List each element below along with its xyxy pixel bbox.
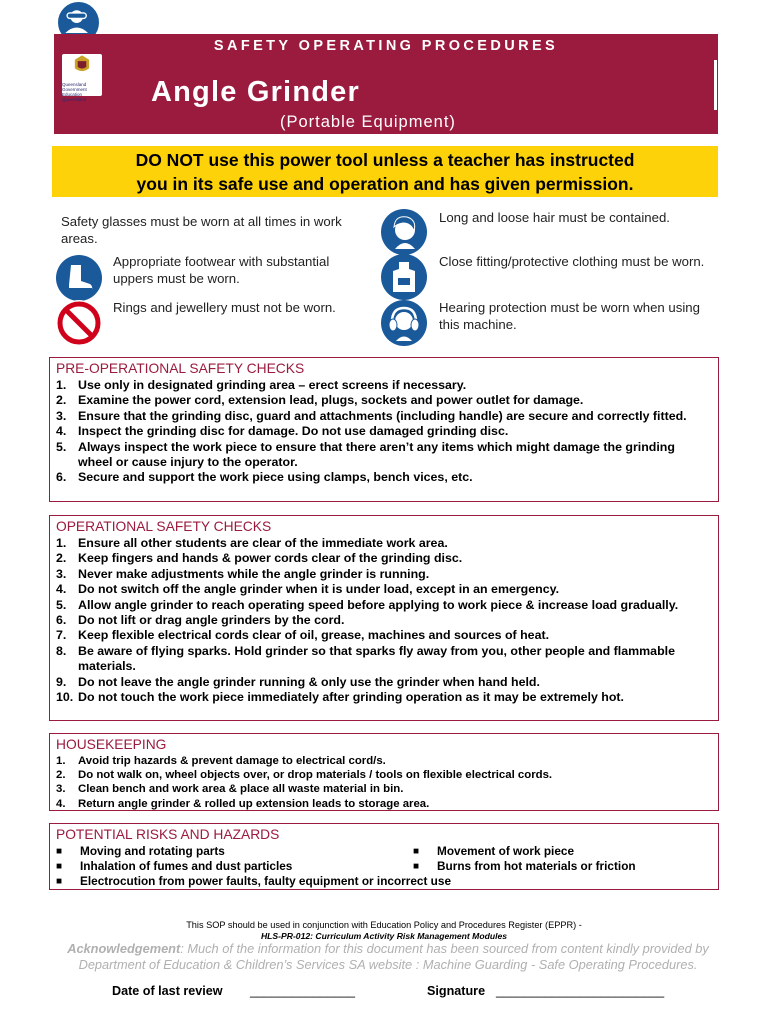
operational-section — [49, 515, 719, 721]
risk-text: Burns from hot materials or friction — [437, 859, 636, 873]
list-item — [56, 567, 712, 582]
page-title: Angle Grinder — [151, 76, 360, 108]
risk-text: Movement of work piece — [437, 844, 575, 858]
list-item — [56, 754, 712, 768]
item-number: 1. — [56, 755, 66, 767]
list-item — [56, 598, 712, 613]
section-title: HOUSEKEEPING — [56, 737, 167, 752]
item-number: 1. — [56, 536, 67, 550]
list-item — [56, 644, 712, 675]
list-item — [56, 690, 712, 705]
item-number: 2. — [56, 769, 66, 782]
signature-label: Signature — [427, 984, 486, 998]
item-text: Secure and support the work piece using clamps, bench vices, etc. — [78, 470, 473, 485]
section-title: OPERATIONAL SAFETY CHECKS — [56, 519, 272, 534]
section-title: PRE-OPERATIONAL SAFETY CHECKS — [56, 361, 305, 376]
item-text: Avoid trip hazards & prevent damage to electrical cord/s. — [78, 755, 386, 767]
list-item — [56, 378, 712, 393]
item-number: 3. — [56, 408, 67, 423]
item-text: Return angle grinder & rolled up extension leads to storage area. — [78, 797, 430, 810]
item-text: Keep fingers and hands & power cords clear of the grinding disc. — [78, 551, 463, 566]
item-text: Ensure that the grinding disc, guard and attachments (including handle) are secure and correctly fitted. — [78, 408, 687, 423]
item-text: Always inspect the work piece to ensure that there aren’t any items which might damage the grinding wheel or cause injury to the operator. — [78, 439, 675, 470]
item-number: 8. — [56, 643, 67, 658]
footer-eppr-note: This SOP should be used in conjunction with Education Policy and Procedures Register (EPPR) - — [186, 920, 582, 930]
crest-text: Queensland Government Education Queensland — [62, 82, 87, 102]
item-text: Be aware of flying sparks. Hold grinder so that sparks fly away from you, other people and flammable materials. — [78, 643, 675, 674]
section-title: POTENTIAL RISKS AND HAZARDS — [56, 827, 280, 842]
ppe-glasses-text: Safety glasses must be worn at all times in work areas. — [61, 214, 342, 246]
sop-title: SAFETY OPERATING PROCEDURES — [213, 38, 559, 54]
list-item — [56, 768, 712, 782]
warning-banner — [52, 146, 718, 197]
ear-muffs-icon — [381, 300, 427, 346]
list-item — [56, 782, 712, 796]
item-number: 4. — [56, 424, 67, 439]
risk-item — [413, 844, 713, 859]
date-review-field[interactable]: _______________ — [250, 984, 356, 998]
ppe-rings-text: Rings and jewellery must not be worn. — [113, 300, 336, 315]
item-number: 5. — [56, 439, 67, 454]
ppe-hair-text: Long and loose hair must be contained. — [439, 210, 670, 225]
list-item — [56, 675, 712, 690]
item-number: 1. — [56, 378, 67, 392]
date-review-label: Date of last review — [112, 984, 223, 998]
list-item — [56, 628, 712, 643]
bullet-icon: ■ — [56, 861, 63, 872]
item-number: 6. — [56, 470, 67, 485]
risk-item — [56, 859, 413, 874]
acknowledgement-text: : Much of the information for this document has been sourced from content kindly provided by Department of Education & Children’s Services SA website : Machine Guarding - Safe Operating Procedures. — [78, 941, 709, 972]
page-subtitle: (Portable Equipment) — [280, 113, 456, 131]
footer-module-ref: HLS-PR-012: Curriculum Activity Risk Management Modules — [260, 931, 508, 941]
list-item — [56, 393, 712, 408]
item-text: Keep flexible electrical cords clear of oil, grease, machines and sources of heat. — [78, 628, 550, 643]
item-text: Do not switch off the angle grinder when it is under load, except in an emergency. — [78, 582, 560, 597]
government-crest-logo — [62, 54, 102, 102]
item-text: Never make adjustments while the angle grinder is running. — [78, 566, 430, 581]
item-number: 5. — [56, 597, 67, 612]
item-number: 9. — [56, 674, 67, 689]
item-text: Do not touch the work piece immediately after grinding operation as it may be extremely hot. — [78, 690, 624, 705]
bullet-icon: ■ — [56, 876, 63, 887]
header-banner — [54, 34, 718, 134]
item-number: 3. — [56, 783, 66, 796]
risks-section — [49, 823, 719, 890]
item-number: 7. — [56, 628, 67, 643]
bullet-icon: ■ — [413, 846, 420, 857]
warning-line2: you in its safe use and operation and has given permission. — [136, 174, 634, 194]
item-text: Do not lift or drag angle grinders by the cord. — [78, 613, 345, 628]
bullet-icon: ■ — [56, 846, 63, 857]
item-number: 4. — [56, 797, 66, 810]
item-text: Do not leave the angle grinder running & only use the grinder when hand held. — [78, 674, 540, 689]
apron-icon — [381, 254, 427, 300]
list-item — [56, 470, 712, 485]
housekeeping-section — [49, 733, 719, 811]
list-item — [56, 409, 712, 424]
risk-text: Moving and rotating parts — [80, 844, 225, 858]
signature-field[interactable]: ________________________ — [496, 984, 665, 998]
risk-text: Inhalation of fumes and dust particles — [80, 859, 293, 873]
list-item — [56, 613, 712, 628]
list-item — [56, 797, 712, 811]
list-item — [56, 536, 712, 551]
risks-list — [56, 844, 712, 889]
pre-operational-section — [49, 357, 719, 502]
item-text: Ensure all other students are clear of the immediate work area. — [78, 536, 448, 550]
item-text: Clean bench and work area & place all waste material in bin. — [78, 783, 404, 796]
list-item — [56, 551, 712, 566]
acknowledgement — [48, 941, 728, 973]
ppe-footwear-text: Appropriate footwear with substantial uppers must be worn. — [113, 254, 330, 286]
item-text: Allow angle grinder to reach operating speed before applying to work piece & increase load gradually. — [78, 597, 679, 612]
acknowledgement-label: Acknowledgement — [67, 941, 181, 956]
hair-net-icon — [381, 209, 427, 255]
boot-icon — [56, 255, 102, 301]
item-number: 6. — [56, 613, 67, 628]
warning-line1: use this power tool unless a teacher has instructed — [203, 150, 635, 170]
banner-divider — [714, 60, 717, 110]
risk-item — [56, 874, 713, 889]
item-number: 2. — [56, 393, 67, 408]
warning-emphasis: DO NOT — [135, 150, 204, 170]
list-item — [56, 424, 712, 439]
item-number: 4. — [56, 582, 67, 597]
item-number: 2. — [56, 551, 67, 566]
ppe-clothing-text: Close fitting/protective clothing must be worn. — [439, 254, 705, 269]
risk-item — [56, 844, 413, 859]
risk-text: Electrocution from power faults, faulty equipment or incorrect use — [80, 874, 452, 888]
item-text: Use only in designated grinding area – erect screens if necessary. — [78, 378, 467, 392]
bullet-icon: ■ — [413, 861, 420, 872]
item-text: Inspect the grinding disc for damage. Do not use damaged grinding disc. — [78, 424, 509, 439]
item-number: 10. — [56, 690, 74, 705]
prohibited-icon — [56, 300, 102, 346]
list-item — [56, 440, 712, 471]
item-text: Examine the power cord, extension lead, plugs, sockets and power outlet for damage. — [78, 393, 584, 408]
ppe-hearing-text: Hearing protection must be worn when using this machine. — [439, 300, 700, 332]
list-item — [56, 582, 712, 597]
item-number: 3. — [56, 566, 67, 581]
risk-item — [413, 859, 713, 874]
item-text: Do not walk on, wheel objects over, or drop materials / tools on flexible electrical cords. — [78, 769, 553, 782]
